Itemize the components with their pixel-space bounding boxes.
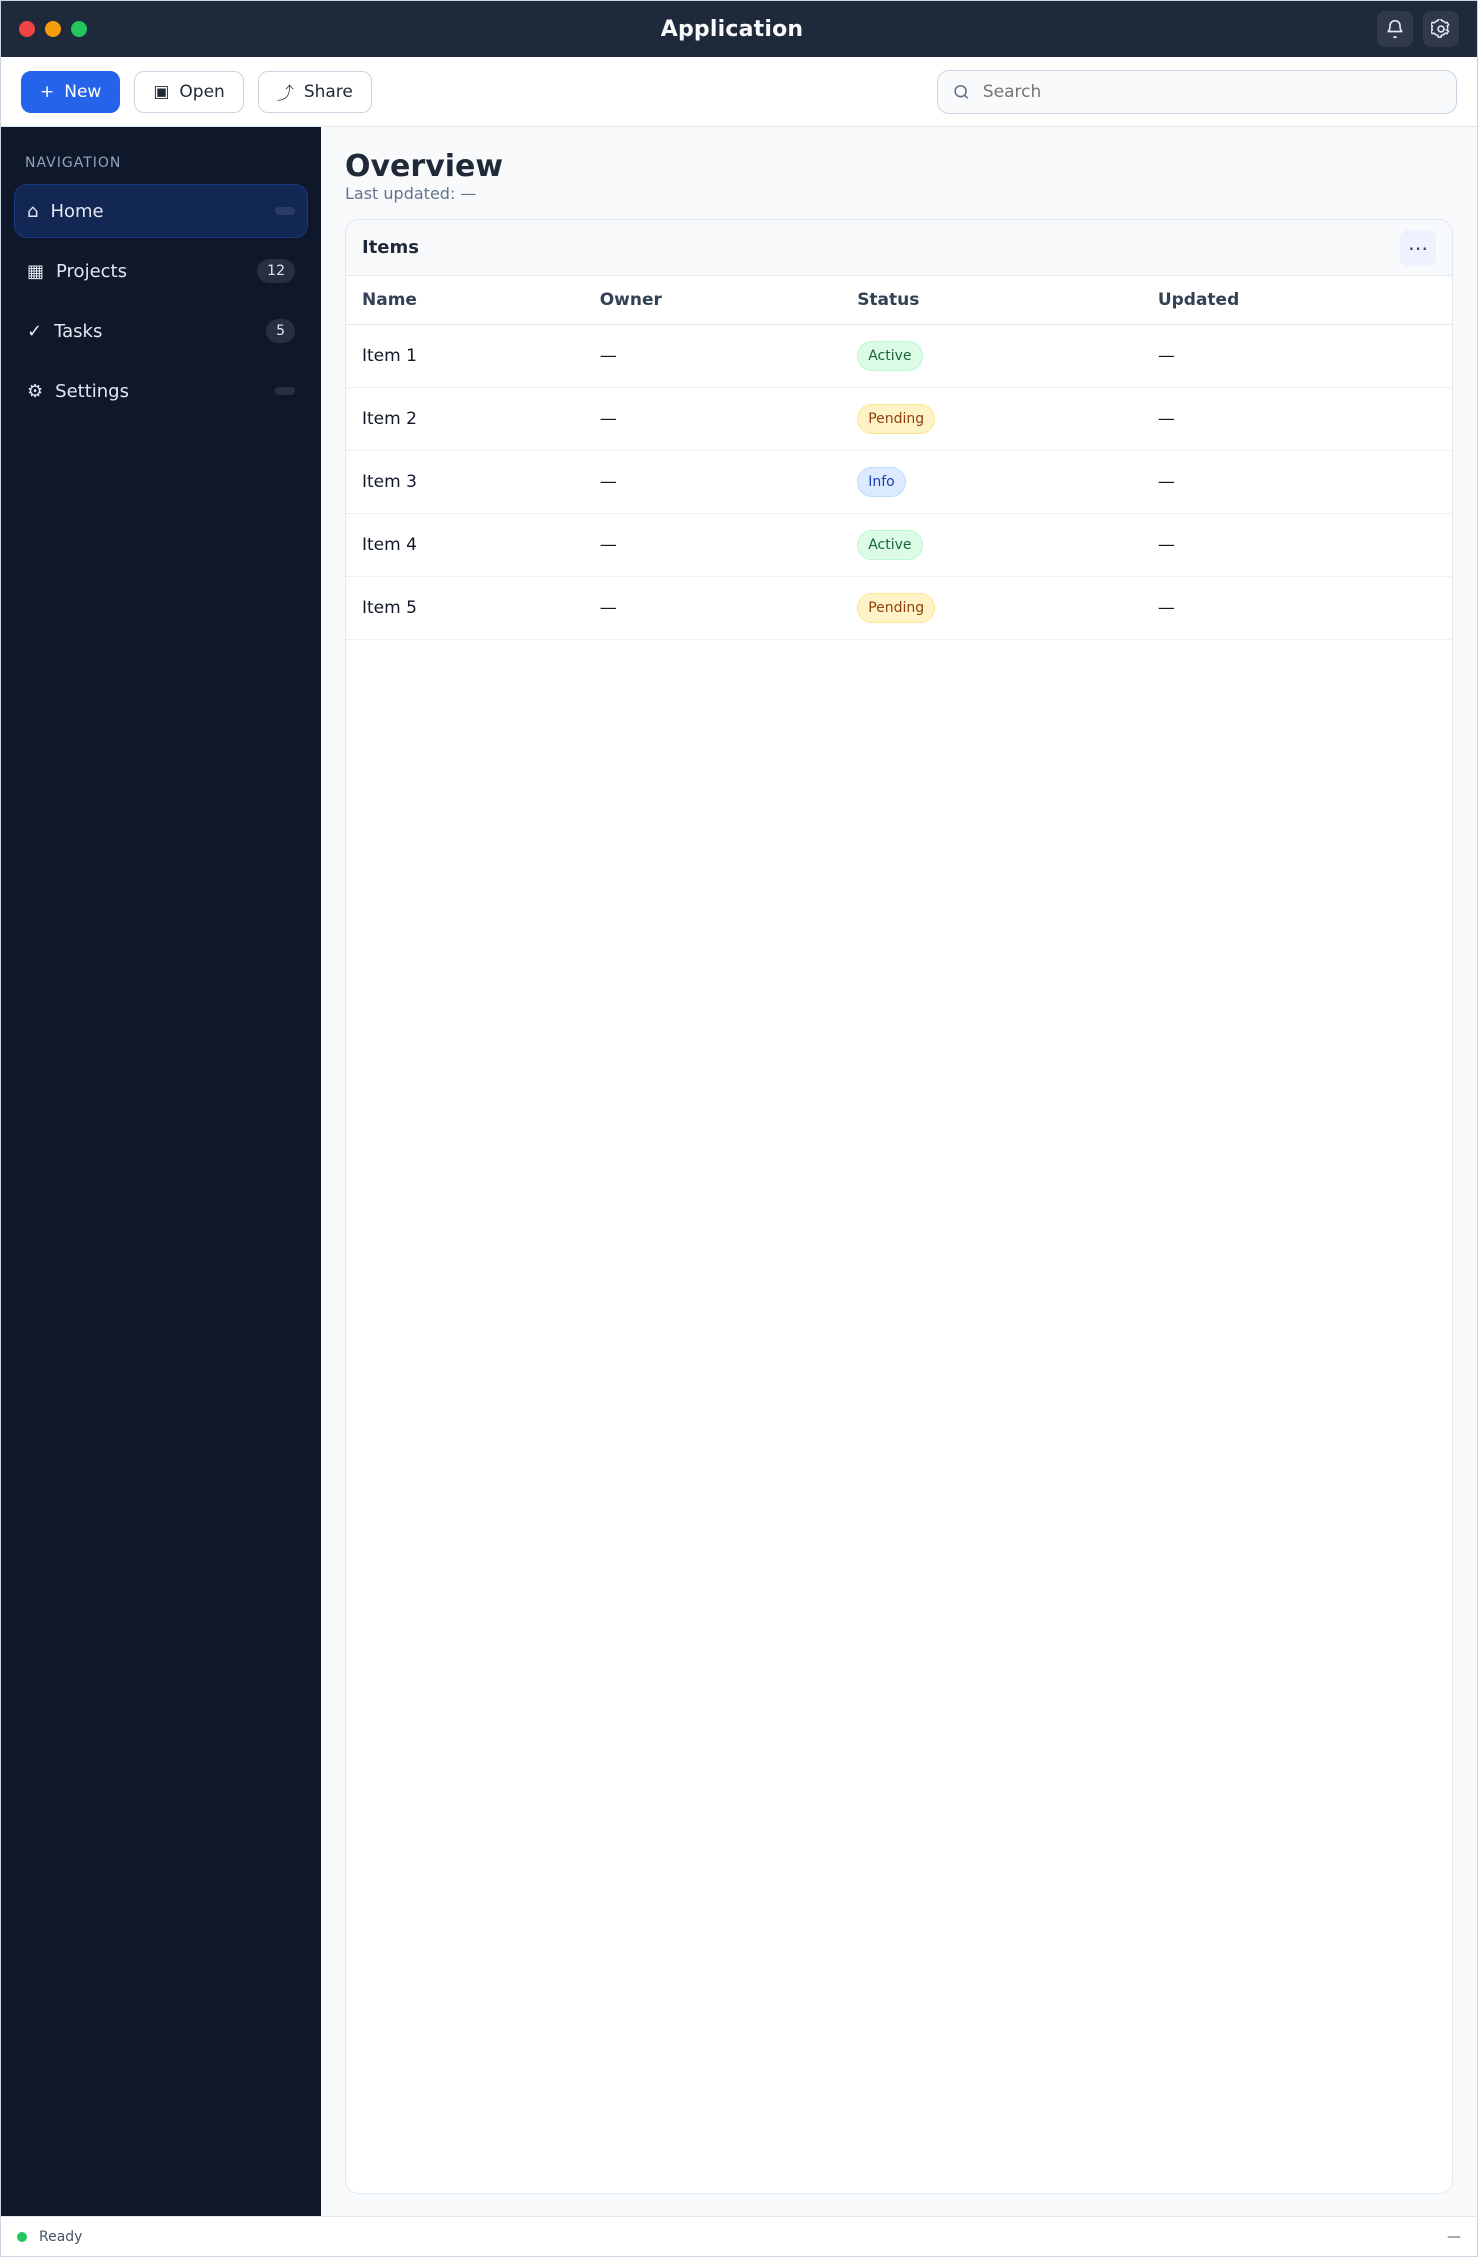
sidebar-item-count <box>275 207 295 215</box>
toolbar <box>1 57 1477 127</box>
cell-owner: — <box>584 577 841 640</box>
status-badge: Active <box>857 341 922 371</box>
cell-name: Item 2 <box>346 388 584 451</box>
share-button[interactable] <box>258 71 372 113</box>
tasks-icon: ✓ <box>27 320 43 342</box>
maximize-window-icon[interactable] <box>71 21 87 37</box>
sidebar-item-projects[interactable] <box>15 245 307 297</box>
open-button-label: Open <box>179 81 225 102</box>
sidebar-item-label: Settings <box>55 380 129 402</box>
status-badge: Pending <box>857 593 935 623</box>
column-header-owner: Owner <box>584 276 841 325</box>
table-row[interactable] <box>346 325 1452 388</box>
title-actions <box>1377 11 1459 47</box>
search-icon <box>952 82 971 102</box>
column-header-status: Status <box>841 276 1142 325</box>
share-icon: ⤴ <box>276 84 294 104</box>
sidebar-item-home[interactable] <box>15 185 307 237</box>
cell-updated: — <box>1142 388 1452 451</box>
sidebar <box>1 127 321 2216</box>
cell-status <box>841 325 1142 388</box>
page-title: Overview <box>345 149 504 184</box>
folder-icon: ▣ <box>153 81 170 102</box>
sidebar-item-settings[interactable] <box>15 365 307 417</box>
projects-icon: ▦ <box>27 260 45 282</box>
title-bar <box>1 1 1477 57</box>
cell-status <box>841 451 1142 514</box>
sidebar-item-count: 12 <box>257 259 295 283</box>
notifications-button[interactable] <box>1377 11 1413 47</box>
cell-updated: — <box>1142 577 1452 640</box>
status-badge: Active <box>857 530 922 560</box>
items-table-head <box>346 276 1452 325</box>
status-badge: Info <box>857 467 906 497</box>
items-panel-title: Items <box>362 237 419 258</box>
status-badge: Pending <box>857 404 935 434</box>
column-header-updated: Updated <box>1142 276 1452 325</box>
status-bar <box>1 2216 1477 2256</box>
sidebar-item-tasks[interactable] <box>15 305 307 357</box>
table-row[interactable] <box>346 514 1452 577</box>
items-table-wrap <box>346 276 1452 640</box>
settings-button[interactable] <box>1423 11 1459 47</box>
cell-status <box>841 514 1142 577</box>
cell-status <box>841 388 1142 451</box>
new-button-label: New <box>64 81 102 102</box>
cell-name: Item 3 <box>346 451 584 514</box>
table-row[interactable] <box>346 577 1452 640</box>
window-controls <box>19 21 87 37</box>
page-subtitle: Last updated: — <box>345 184 477 203</box>
new-button[interactable] <box>21 71 120 113</box>
cell-status <box>841 577 1142 640</box>
table-row[interactable] <box>346 388 1452 451</box>
gear-icon <box>1431 19 1451 39</box>
sidebar-item-label: Projects <box>56 260 127 282</box>
page-header <box>345 149 1453 203</box>
content-area <box>1 127 1477 2216</box>
bell-icon <box>1385 19 1405 39</box>
cell-owner: — <box>584 325 841 388</box>
home-icon: ⌂ <box>27 200 39 222</box>
cell-updated: — <box>1142 451 1452 514</box>
status-dot <box>17 2232 27 2242</box>
more-icon: ⋯ <box>1408 235 1428 260</box>
search-input[interactable] <box>981 81 1442 103</box>
minimize-window-icon[interactable] <box>45 21 61 37</box>
table-row[interactable] <box>346 451 1452 514</box>
open-button[interactable] <box>134 71 243 113</box>
cell-name: Item 1 <box>346 325 584 388</box>
items-table-body <box>346 325 1452 640</box>
items-table-header-row <box>346 276 1452 325</box>
sidebar-item-count <box>275 387 295 395</box>
status-left: Ready <box>39 2228 83 2245</box>
cell-owner: — <box>584 514 841 577</box>
status-right: — <box>1447 2228 1461 2245</box>
search-box[interactable] <box>937 70 1457 114</box>
cell-owner: — <box>584 388 841 451</box>
items-panel-header <box>346 220 1452 276</box>
more-options-button[interactable] <box>1400 230 1436 266</box>
sidebar-section-title: NAVIGATION <box>25 155 122 171</box>
cell-updated: — <box>1142 514 1452 577</box>
cell-updated: — <box>1142 325 1452 388</box>
sidebar-item-count: 5 <box>266 319 295 343</box>
main-panel <box>321 127 1477 2216</box>
close-window-icon[interactable] <box>19 21 35 37</box>
window-title: Application <box>660 16 804 42</box>
sidebar-item-label: Tasks <box>54 320 103 342</box>
column-header-name: Name <box>346 276 584 325</box>
settings-icon: ⚙ <box>27 380 44 402</box>
sidebar-item-label: Home <box>50 200 104 222</box>
share-button-label: Share <box>303 81 353 102</box>
cell-owner: — <box>584 451 841 514</box>
cell-name: Item 5 <box>346 577 584 640</box>
items-table <box>346 276 1452 640</box>
cell-name: Item 4 <box>346 514 584 577</box>
items-panel <box>345 219 1453 2194</box>
plus-icon: + <box>40 81 55 102</box>
